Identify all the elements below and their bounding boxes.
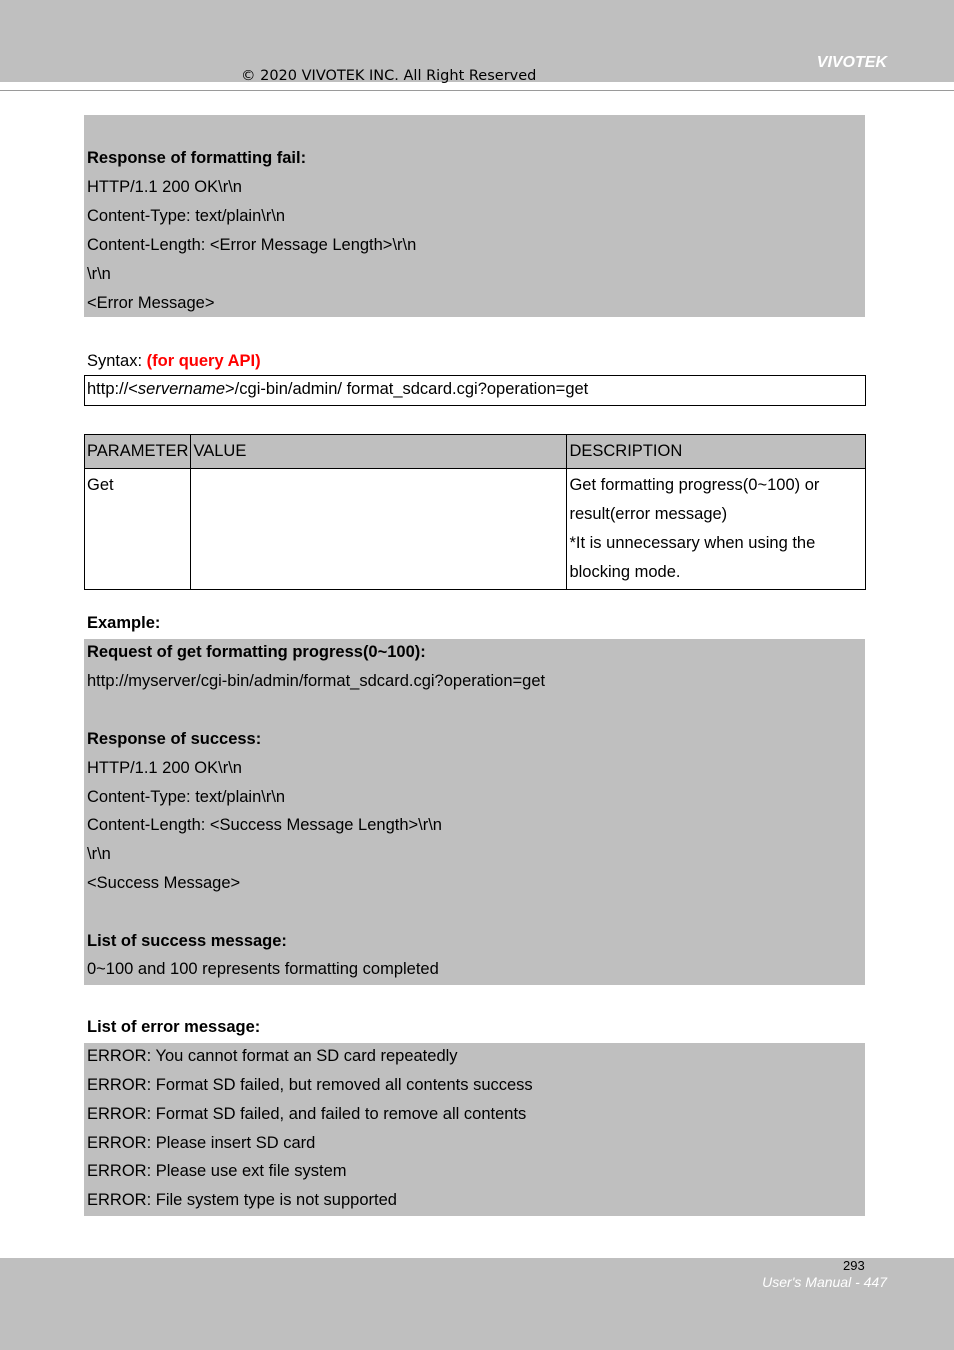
success-line: Content-Type: text/plain\r\n (87, 788, 286, 806)
success-line: <Success Message> (87, 874, 241, 892)
error-item: ERROR: File system type is not supported (87, 1191, 397, 1209)
cell-parameter: Get (85, 469, 191, 590)
cell-description (567, 469, 866, 590)
fail-line: Content-Length: <Error Message Length>\r\n (87, 236, 417, 254)
example-label: Example: (87, 614, 161, 632)
error-item: ERROR: Format SD failed, but removed all contents success (87, 1076, 533, 1094)
header-description: DESCRIPTION (567, 435, 866, 469)
fail-line: <Error Message> (87, 294, 215, 312)
fail-line: \r\n (87, 265, 111, 283)
header-divider (0, 90, 954, 91)
request-url: http://myserver/cgi-bin/admin/format_sdcard.cgi?operation=get (87, 672, 546, 690)
error-item: ERROR: You cannot format an SD card repeatedly (87, 1047, 458, 1065)
copyright-text: © 2020 VIVOTEK INC. All Right Reserved (241, 68, 537, 84)
page-number: 293 (843, 1258, 865, 1273)
description-line: Get formatting progress(0~100) or (569, 476, 820, 494)
description-line: *It is unnecessary when using the (569, 534, 816, 552)
request-heading: Request of get formatting progress(0~100): (87, 643, 426, 661)
syntax-url (87, 375, 588, 404)
table-header-row (85, 435, 866, 469)
success-line: HTTP/1.1 200 OK\r\n (87, 759, 242, 777)
url-suffix: >/cgi-bin/admin/ format_sdcard.cgi?operation=get (225, 380, 589, 398)
url-servername: servername (137, 380, 226, 398)
table-row (85, 469, 866, 590)
fail-heading: Response of formatting fail: (87, 149, 307, 167)
success-line: \r\n (87, 845, 111, 863)
error-item: ERROR: Please use ext file system (87, 1162, 347, 1180)
header-value: VALUE (191, 435, 567, 469)
success-list-text: 0~100 and 100 represents formatting completed (87, 960, 439, 978)
fail-line: HTTP/1.1 200 OK\r\n (87, 178, 242, 196)
error-list-heading: List of error message: (87, 1018, 261, 1036)
description-line: blocking mode. (569, 563, 681, 581)
syntax-tag: (for query API) (146, 352, 261, 370)
parameter-table (84, 434, 866, 590)
success-list-heading: List of success message: (87, 932, 287, 950)
header-parameter: PARAMETER (85, 435, 191, 469)
description-line: result(error message) (569, 505, 728, 523)
footer-band (0, 1258, 954, 1350)
success-heading: Response of success: (87, 730, 262, 748)
error-item: ERROR: Format SD failed, and failed to remove all contents (87, 1105, 527, 1123)
error-item: ERROR: Please insert SD card (87, 1134, 316, 1152)
syntax-line (87, 347, 261, 376)
syntax-label: Syntax: (87, 352, 147, 370)
manual-page-label: User's Manual - 447 (762, 1274, 887, 1290)
brand-logo: VIVOTEK (816, 54, 887, 71)
cell-value (191, 469, 567, 590)
url-prefix: http://< (87, 380, 138, 398)
fail-line: Content-Type: text/plain\r\n (87, 207, 286, 225)
success-line: Content-Length: <Success Message Length>\r\n (87, 816, 442, 834)
